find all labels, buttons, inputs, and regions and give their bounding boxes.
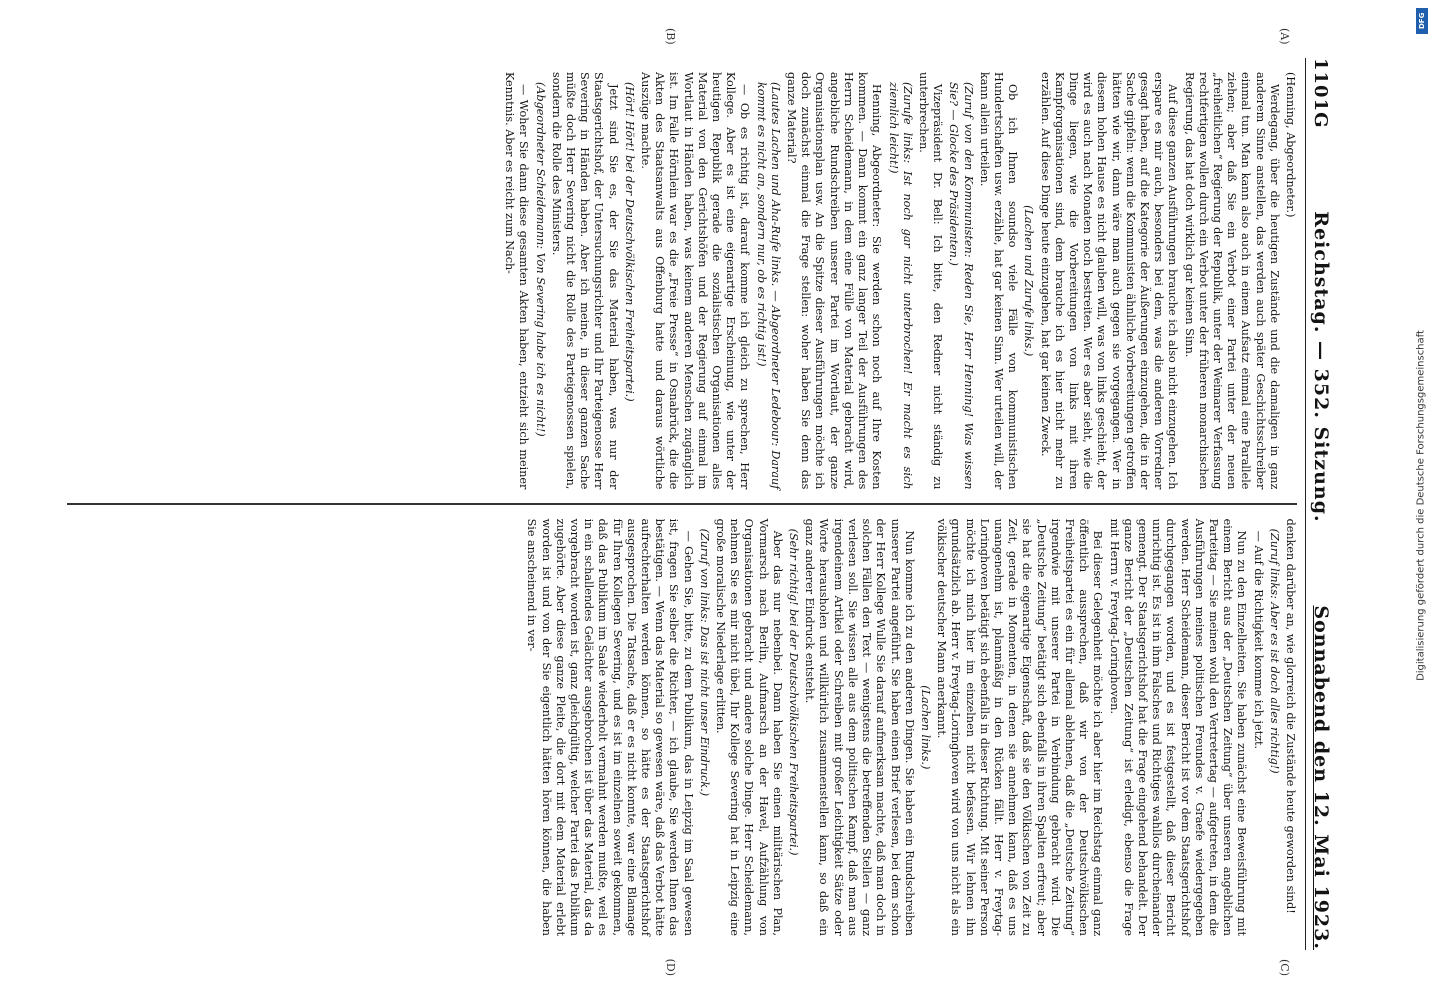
- paragraph: Werdegang, über die heutigen Zustände und die damaligen in ganz anderem Sinne anstellen, das werden auch später Geschichtsschreiber einmal tun. Man kann also auch in einem Aufsatz einmal eine Parallele ziehen; aber daß Sie ein Verbot einer Partei unter der neuen „freiheitlichen“ Regierung der Republik, unter der Weimarer Verfassung rechtfertigen wollen durch ein Verbot unter der früheren monarchischen Regierung, das hat doch wirklich gar keinen Sinn.: [1182, 72, 1281, 490]
- interjection: (Lachen links.): [918, 685, 932, 770]
- interjection: (Lachen und Zurufe links.): [1022, 205, 1036, 357]
- paragraph: Bei dieser Gelegenheit möchte ich aber hier im Reichstag einmal ganz öffentlich aussprechen, daß wir von der Deutschvölkischen Freiheitspartei es ein für allemal ablehnen, daß die „Deutsche Zeitung“ irgendwie mit unserer Partei in Verbindung gebracht wird. Die „Deutsche Zeitung“ betätigt sich ebenfalls in ihren Spalten erfreut; aber sie hat die eigenartige Eigenschaft, daß sie den Völkischen von Zeit zu Zeit, gerade in Momenten, in denen sie annehmen kann, daß es uns unangenehm ist, planmäßig in den Rücken fällt. Herr v. Freytag-Loringhoven betätigt sich ebenfalls in dieser Richtung. Mit seiner Person möchte ich mich hier im einzelnen nicht befassen. Wir lehnen ihn grundsätzlich ab. Herr v. Freytag-Loringhoven wird von uns nicht als ein völkischer deutscher Mann anerkannt.: [935, 518, 1105, 936]
- paragraph: Ob ich Ihnen soundso viele Fälle von kommunistischen Hundertschaften usw. erzähle, hat gar keinen Sinn. Wer urteilen will, der kann allein urteilen.: [977, 72, 1020, 490]
- margin-marker-a: (A): [1278, 28, 1291, 45]
- paragraph: Henning, Abgeordneter: Sie werden schon noch auf Ihre Kosten kommen. — Dann kommt ein ganz langer Teil der Ausführungen des Herrn Scheidemann, in dem eine Fülle von Material gebracht wird, angebliche Rundschreiben unserer Partei im Wortlaut, der ganze Organisationsplan usw. An die Spitze dieser Ausführungen möchte ich doch zunächst einmal die Frage stellen: woher haben Sie denn das ganze Material?: [785, 72, 884, 490]
- interjection: (Zurufe links: Ist noch gar nicht unterbrochen! Er macht es sich ziemlich leicht!): [886, 82, 914, 490]
- paragraph: Vizepräsident Dr. Bell: Ich bitte, den Redner nicht ständig zu unterbrechen.: [916, 72, 945, 490]
- page-number: 1101G: [1310, 58, 1331, 129]
- rotated-document-page: [50, 20, 1370, 980]
- interjection: (Zuruf von den Kommunisten: Reden Sie, Herr Henning! Was wissen Sie? — Glocke des Präsidenten.): [947, 82, 975, 490]
- interjection: (Zuruf von links: Das ist nicht unser Eindruck.): [697, 528, 711, 797]
- interjection: (Zuruf links: Aber es ist doch alles richtig!): [1267, 528, 1281, 774]
- session-title: Reichstag. — 352. Sitzung.: [1310, 211, 1332, 523]
- paragraph: — Auf die Richtigkeit komme ich jetzt.: [1251, 530, 1265, 750]
- paragraph: Jetzt sind Sie es, der Sie das Material haben, was nur der Staatsgerichtshof, der Untersuchungsrichter und Ihr Parteigenosse Herr Severing in Händen haben. Aber ich meine, in dieser ganzen Sache müßte doch Herr Severing nicht die Rolle des Parteigenossen spielen, sondern die Rolle des Ministers.: [549, 72, 620, 490]
- paragraph: Auf diese ganzen Ausführungen brauche ich also nicht einzugehen. Ich erspare es mir auch, besonders bei dem, was die anderen Vorredner gesagt haben, auf die Kategorie der Äußerungen einzugehen, die in der Sache gipfeln: wenn die Kommunisten ähnliche Vorbereitungen getroffen hätten wie wir, dann wäre man auch gegen sie vorgegangen. Wer in diesem hohen Hause es nicht glauben will, was von links geschieht, der wird es auch nach Monaten noch bestreiten. Wer es aber sieht, wie die Dinge liegen, wie die Vorbereitungen von links mit ihren Kampforganisationen sind, dem brauche ich es hier nicht mehr zu erzählen. Auf diese Dinge heute einzugehen, hat gar keinen Zweck.: [1038, 72, 1180, 490]
- paragraph: — Ob es richtig ist, darauf komme ich gleich zu sprechen, Herr Kollege. Aber es ist eine eigenartige Erscheinung, wie unter der heutigen Republik gerade die sozialistischen Organisationen alles Material von den Gerichtshöfen und der Regierung auf einmal im Wortlaut in Händen haben, was keinem anderen Menschen zugänglich ist. Im Falle Hörnlein war es die „Freie Presse“ in Osnabrück, die die Akten des Staatsanwalts aus Offenburg hatte und daraus wörtliche Auszüge machte.: [639, 72, 752, 490]
- digitization-credit: Digitalisierung gefördert durch die Deutsche Forschungsgemeinschaft: [1415, 330, 1427, 681]
- page-header: [1305, 58, 1350, 950]
- dfg-logo: DFG: [1416, 8, 1428, 34]
- paragraph: Nun zu den Einzelheiten. Sie haben zunächst eine Beweisführung mit einem Bericht aus der „Deutschen Zeitung“ über unseren angeblichen Parteitag — Sie meinen wohl den Vertretertag — aufgetreten, in dem die Ausführungen meines politischen Freundes v. Graefe wiedergegeben werden. Herr Scheidemann, dieser Bericht ist vor dem Staatsgerichtshof durchgegangen worden, und es ist festgestellt, daß dieser Bericht unrichtig ist. Es ist in ihm Falsches und Richtiges wahllos durcheinander gemengt. Der Staatsgerichtshof hat die Frage eingehend behandelt. Der ganze Bericht der „Deutschen Zeitung“ ist erledigt, ebenso die Frage mit Herrn v. Freytag-Loringhoven.: [1107, 518, 1249, 936]
- paragraph: — Gehen Sie, bitte, zu dem Publikum, das in Leipzig im Saal gewesen ist, fragen Sie selber die Richter, — ich glaube, Sie werden Ihnen das bestätigen. — Wenn das Material so gewesen wäre, daß das Verbot hätte aufrechterhalten werden können, so hätte es der Staatsgerichtshof ausgesprochen. Die Tatsache, daß er es nicht konnte, war eine Blamage für Ihren Kollegen Severing, und es ist im einzelnen soweit gekommen, daß das Publikum im Saale wiederholt vermahnt werden mußte, weil es in ein schallendes Gelächter ausgebrochen ist über das Material, das da vorgebracht worden ist, ganz gleichgültig, welcher Partei das Publikum zugehörte. Aber diese ganze Pleite, die dort mit dem Material erlebt worden ist und von der Sie eigentlich hätten hören können, die haben Sie anscheinend in ver-: [525, 518, 695, 936]
- paragraph: denken darüber an, wie glorreich die Zustände heute geworden sind!: [1284, 518, 1297, 914]
- interjection: (Lautes Lachen und Aha-Rufe links. — Abgeordneter Ledebour: Darauf kommt es nicht an, sondern nur, ob es richtig ist!): [754, 82, 782, 490]
- paragraph: — Woher Sie dann diese gesamten Akten haben, entzieht sich meiner Kenntnis. Aber es reicht zum Nach-: [503, 72, 531, 490]
- interjection: (Hört! Hört! bei der Deutschvölkischen Freiheitspartei.): [622, 82, 636, 402]
- interjection: (Sehr richtig! bei der Deutschvölkischen Freiheitspartei.): [787, 528, 801, 856]
- right-column: [67, 505, 1297, 950]
- margin-marker-d: (D): [664, 958, 677, 976]
- paragraph: Nun komme ich zu den anderen Dingen. Sie haben ein Rundschreiben unserer Partei angeführt. Sie haben einen Brief verlesen, bei dem schon der Herr Kollege Wulle Sie darauf aufmerksam machte, daß man doch in solchen Fällen den Text — wenigstens die betreffenden Stellen — ganz verlesen soll. Sie wissen alle aus dem politischen Kampf, daß man aus irgendeinem Artikel oder Schreiben mit großer Leichtigkeit Sätze oder Worte herausholen und willkürlich zusammenstellen kann, so daß ein ganz anderer Eindruck entsteht.: [803, 518, 916, 936]
- margin-marker-b: (B): [664, 28, 677, 45]
- left-column: [67, 58, 1297, 503]
- interjection: (Abgeordneter Scheidemann: Von Severing habe ich es nicht!): [533, 82, 547, 437]
- session-date: Sonnabend den 12. Mai 1923.: [1310, 605, 1332, 950]
- paragraph: (Henning, Abgeordneter.): [1284, 72, 1297, 218]
- paragraph: Aber das nur nebenbei. Dann haben Sie einen militärischen Plan, Vormarsch nach Berlin, Aufmarsch an der Havel, Aufzählung von Organisationen gebracht und andere solche Dinge. Herr Scheidemann, nehmen Sie es mir nicht übel, Ihr Kollege Severing hat in Leipzig eine große moralische Niederlage erlitten.: [714, 518, 784, 936]
- text-columns: [67, 28, 1297, 976]
- margin-marker-c: (C): [1278, 959, 1291, 976]
